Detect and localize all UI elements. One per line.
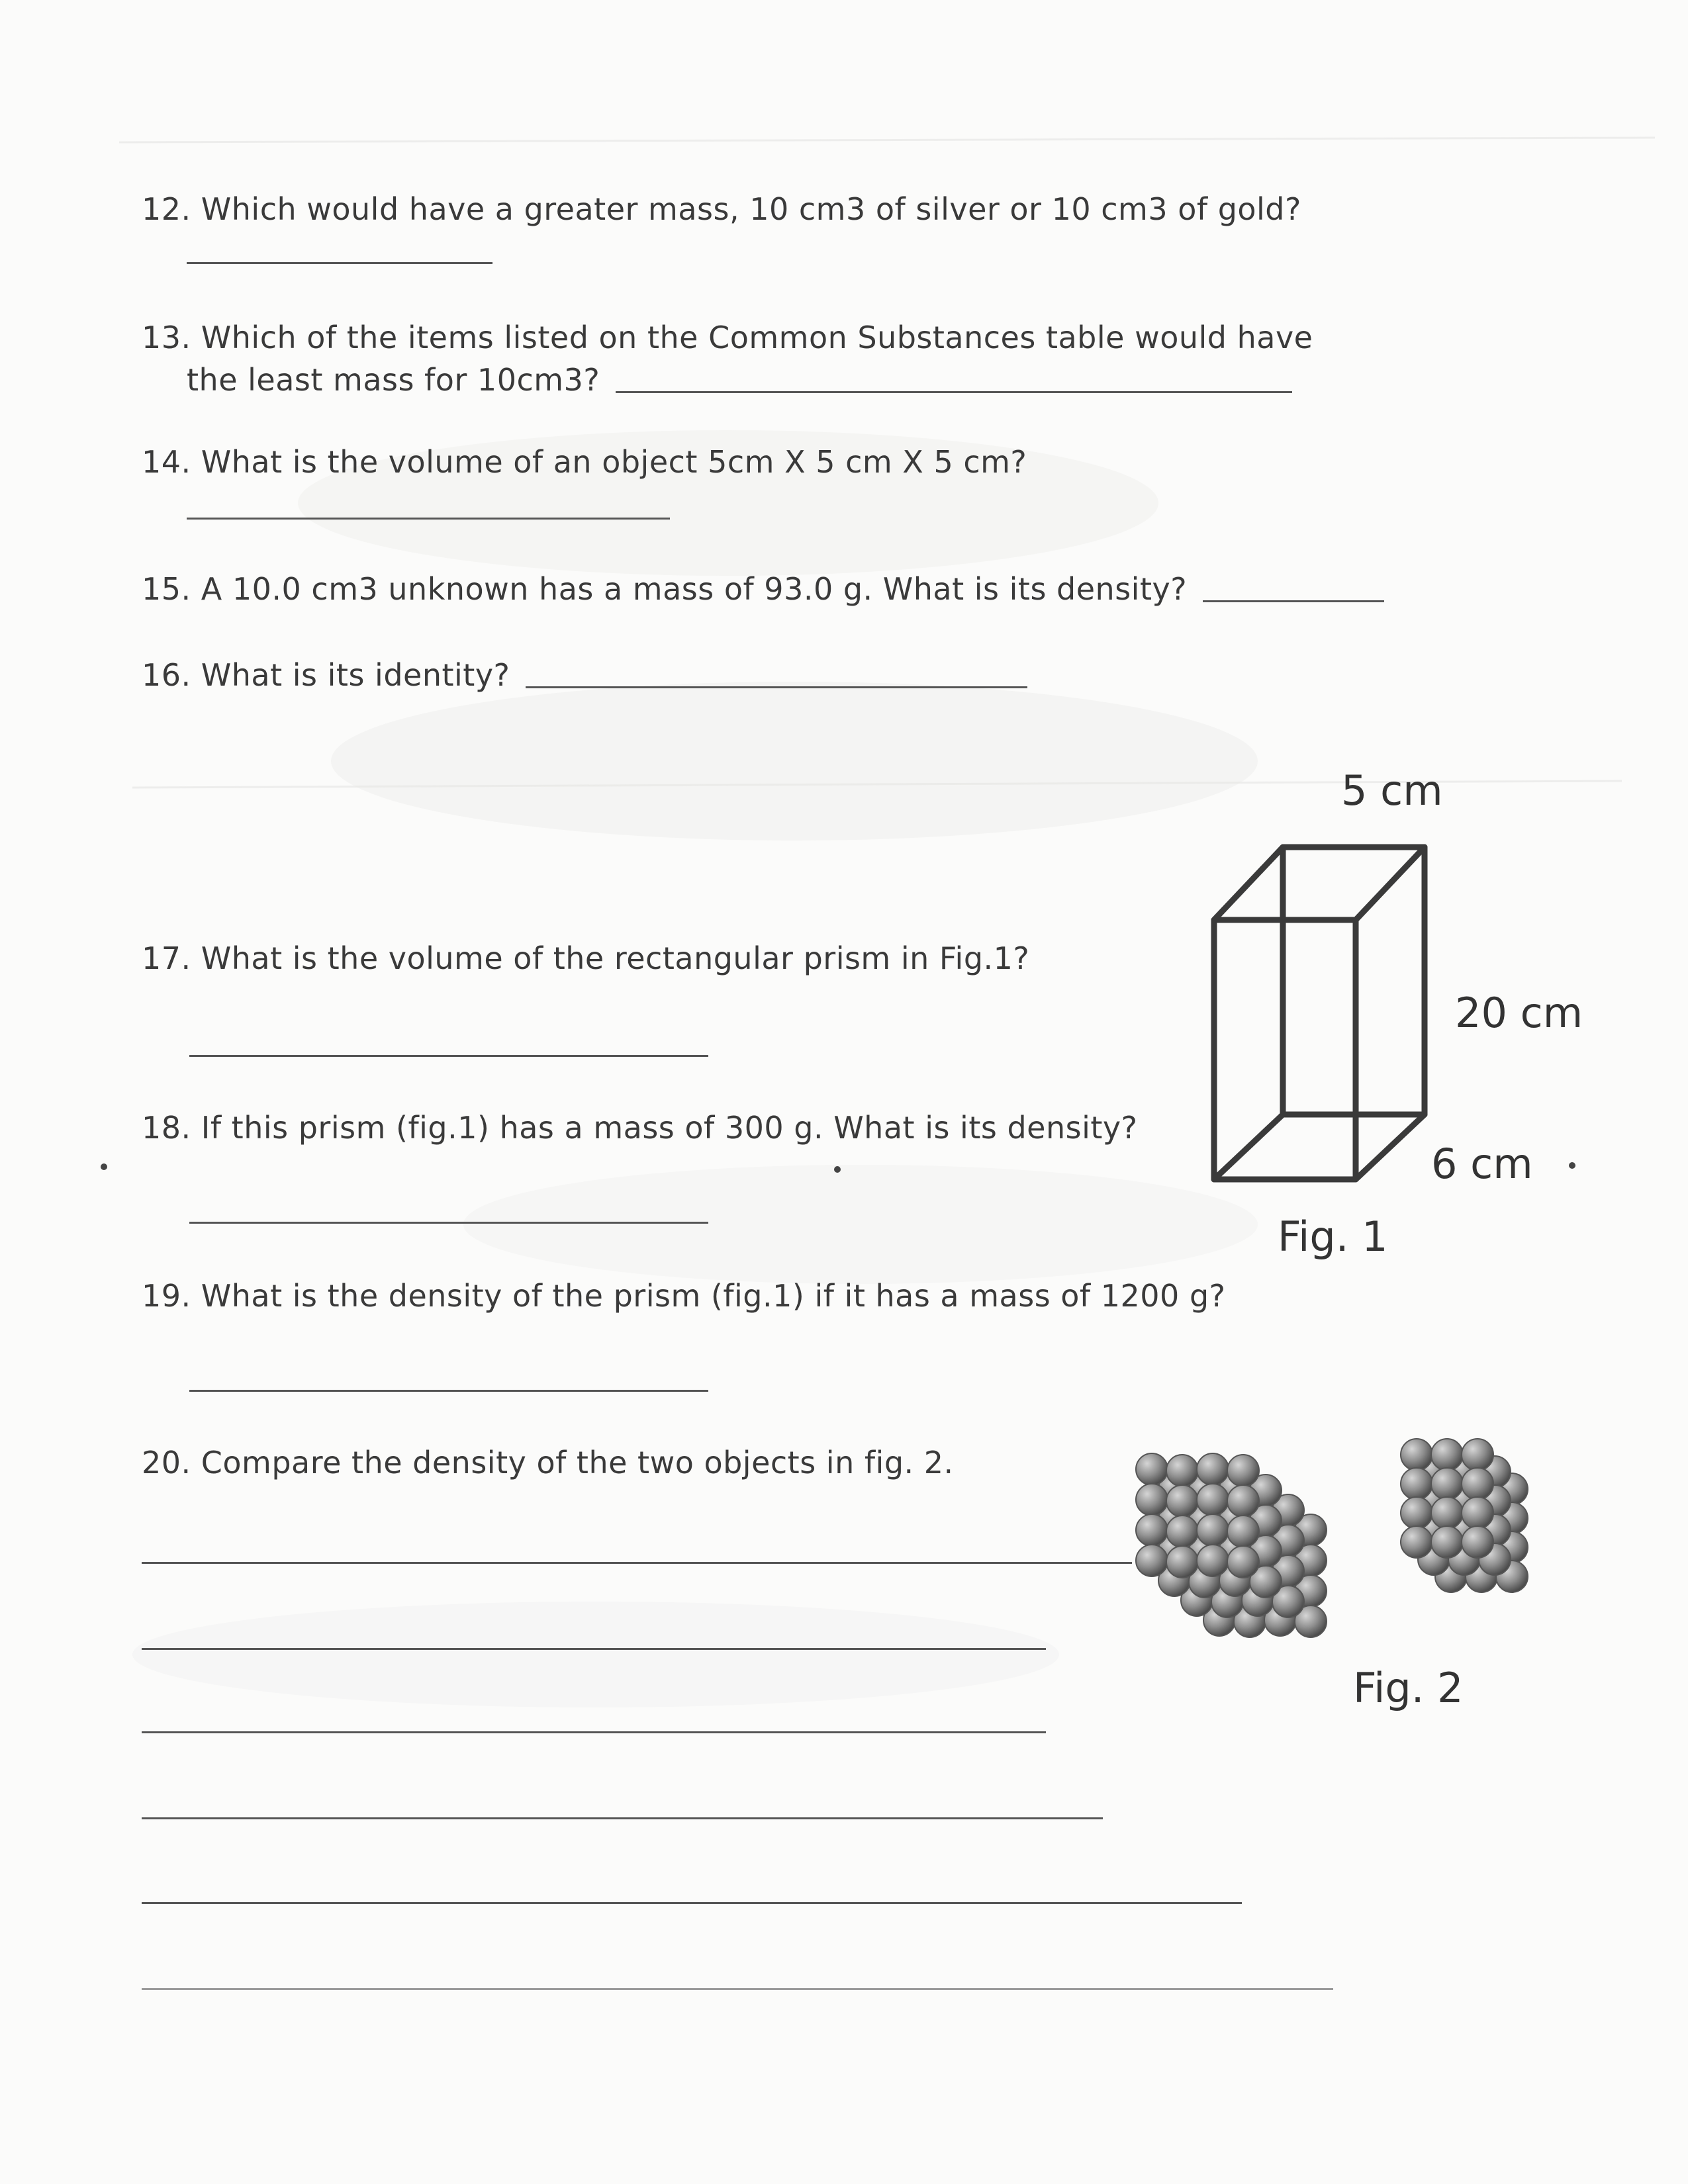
answer-line-19[interactable] [189, 1390, 708, 1392]
question-12-text: 12. Which would have a greater mass, 10 cm3 of silver or 10 cm3 of gold? [142, 191, 1301, 227]
question-15 [142, 568, 1384, 610]
answer-line-20a[interactable] [142, 1562, 1132, 1564]
sphere [1431, 1439, 1463, 1471]
sphere [1227, 1485, 1259, 1517]
sphere [1197, 1545, 1229, 1576]
stray-dot [1569, 1162, 1575, 1169]
sphere [1136, 1453, 1168, 1485]
question-13-line1: 13. Which of the items listed on the Common Substances table would have [142, 320, 1313, 355]
sphere [1462, 1468, 1493, 1500]
sphere [1197, 1453, 1229, 1485]
answer-line-20d[interactable] [142, 1817, 1103, 1819]
sphere [1136, 1545, 1168, 1576]
answer-line-20e[interactable] [142, 1902, 1242, 1904]
question-17 [142, 937, 1029, 979]
fig1-top-label: 5 cm [1341, 766, 1443, 815]
sphere [1431, 1468, 1463, 1500]
sphere [1462, 1439, 1493, 1471]
stray-dot [101, 1163, 107, 1170]
question-19-text: 19. What is the density of the prism (fig.1) if it has a mass of 1200 g? [142, 1278, 1226, 1314]
question-20 [142, 1441, 954, 1484]
sphere [1227, 1516, 1259, 1547]
question-14-text: 14. What is the volume of an object 5cm X 5 cm X 5 cm? [142, 444, 1027, 480]
question-16-text: 16. What is its identity? [142, 657, 510, 693]
answer-line-16[interactable] [526, 686, 1027, 688]
sphere-stack-large [1136, 1453, 1327, 1637]
sphere [1401, 1526, 1432, 1558]
question-12 [142, 188, 1301, 230]
sphere [1462, 1526, 1493, 1558]
question-14 [142, 441, 1027, 483]
sphere-stacks [1125, 1423, 1602, 1701]
sphere [1166, 1546, 1198, 1578]
sphere [1227, 1455, 1259, 1486]
answer-line-20f[interactable] [142, 1988, 1333, 1990]
question-13 [142, 316, 1313, 401]
answer-line-20b[interactable] [142, 1648, 1046, 1650]
rectangular-prism [1209, 842, 1434, 1186]
sphere [1227, 1546, 1259, 1578]
fig1-side-label: 20 cm [1455, 989, 1583, 1037]
question-17-text: 17. What is the volume of the rectangular prism in Fig.1? [142, 940, 1030, 976]
sphere [1431, 1497, 1463, 1529]
sphere-stack-small [1401, 1439, 1528, 1592]
sphere [1197, 1484, 1229, 1516]
sphere [1136, 1484, 1168, 1516]
sphere [1401, 1497, 1432, 1529]
answer-line-12[interactable] [187, 262, 492, 264]
question-16 [142, 654, 1027, 696]
answer-line-14[interactable] [187, 518, 670, 520]
sphere [1462, 1497, 1493, 1529]
question-18-text: 18. If this prism (fig.1) has a mass of 300 g. What is its density? [142, 1110, 1138, 1146]
sphere [1197, 1514, 1229, 1546]
answer-line-18[interactable] [189, 1222, 708, 1224]
sphere [1166, 1516, 1198, 1547]
question-13-line2: the least mass for 10cm3? [187, 362, 600, 398]
answer-line-17[interactable] [189, 1055, 708, 1057]
fig2-caption: Fig. 2 [1353, 1664, 1464, 1712]
answer-line-13[interactable] [616, 391, 1292, 393]
sphere [1401, 1468, 1432, 1500]
sphere [1136, 1514, 1168, 1546]
stray-dot [834, 1166, 841, 1173]
question-15-text: 15. A 10.0 cm3 unknown has a mass of 93.0 g. What is its density? [142, 571, 1188, 607]
sphere [1431, 1526, 1463, 1558]
question-18 [142, 1107, 1138, 1149]
question-19 [142, 1275, 1226, 1317]
answer-line-20c[interactable] [142, 1731, 1046, 1733]
sphere [1166, 1485, 1198, 1517]
question-20-text: 20. Compare the density of the two objects in fig. 2. [142, 1445, 954, 1480]
answer-line-15[interactable] [1203, 600, 1384, 602]
fig1-depth-label: 6 cm [1431, 1140, 1533, 1188]
sphere [1166, 1455, 1198, 1486]
fig1-caption: Fig. 1 [1278, 1212, 1388, 1261]
sphere [1401, 1439, 1432, 1471]
